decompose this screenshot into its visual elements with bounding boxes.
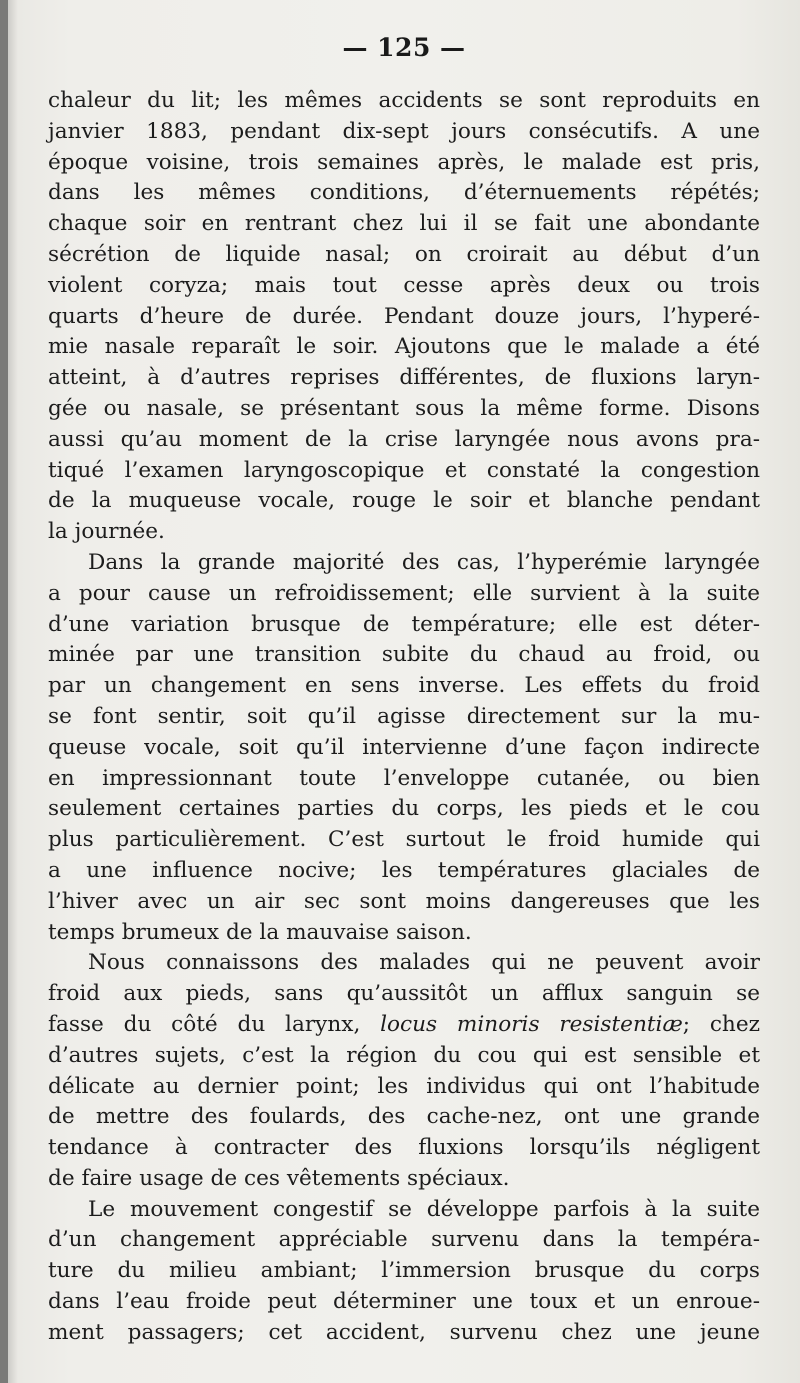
text-line: temps brumeux de la mauvaise saison. (48, 919, 472, 945)
text-fragment: ; chez (682, 1011, 760, 1037)
text-line: dans l’eau froide peut déterminer une toux et un enroue- (48, 1289, 760, 1315)
text-line: de la muqueuse vocale, rouge le soir et blanche pendant (48, 488, 760, 514)
page-edge-shadow (8, 0, 18, 1383)
text-line: violent coryza; mais tout cesse après deux ou trois (48, 272, 760, 298)
text-line: chaleur du lit; les mêmes accidents se sont reproduits en (48, 88, 760, 113)
text-line: a pour cause un refroidissement; elle survient à la suite (48, 580, 760, 606)
text-line: dans les mêmes conditions, d’éternuements répétés; (48, 180, 760, 206)
text-line: se font sentir, soit qu’il agisse directement sur la mu- (48, 703, 760, 729)
text-line: sécrétion de liquide nasal; on croirait au début d’un (48, 241, 760, 267)
text-line: froid aux pieds, sans qu’aussitôt un afflux sanguin se (48, 981, 760, 1007)
text-line: de mettre des foulards, des cache-nez, ont une grande (48, 1104, 760, 1130)
paragraph-start-line: Dans la grande majorité des cas, l’hyperémie laryngée (88, 549, 760, 575)
text-line: gée ou nasale, se présentant sous la même forme. Disons (48, 395, 760, 421)
body-text (48, 86, 760, 1349)
text-line: mie nasale reparaît le soir. Ajoutons que le malade a été (48, 334, 760, 360)
book-page (8, 0, 800, 1383)
text-line: la journée. (48, 519, 165, 545)
text-line: chaque soir en rentrant chez lui il se fait une abondante (48, 211, 760, 237)
text-line: a une influence nocive; les températures glaciales de (48, 857, 760, 883)
text-line: minée par une transition subite du chaud au froid, ou (48, 642, 760, 668)
text-line: ment passagers; cet accident, survenu chez une jeune (48, 1319, 760, 1345)
text-line: époque voisine, trois semaines après, le malade est pris, (48, 149, 760, 175)
text-line: en impressionnant toute l’enveloppe cutanée, ou bien (48, 765, 760, 791)
latin-italic-phrase: locus minoris resistentiæ (380, 1011, 683, 1037)
text-line: janvier 1883, pendant dix-sept jours consécutifs. A une (48, 118, 760, 144)
text-line: d’autres sujets, c’est la région du cou qui est sensible et (48, 1042, 760, 1068)
text-line: tiqué l’examen laryngoscopique et constaté la congestion (48, 457, 760, 483)
text-line-with-italic (48, 1010, 760, 1041)
paragraph-start-line: Le mouvement congestif se développe parfois à la suite (88, 1196, 760, 1222)
text-line: plus particulièrement. C’est surtout le froid humide qui (48, 827, 760, 853)
text-line: aussi qu’au moment de la crise laryngée nous avons pra- (48, 426, 760, 452)
text-line: atteint, à d’autres reprises différentes, de fluxions laryn- (48, 365, 760, 391)
text-line: l’hiver avec un air sec sont moins dangereuses que les (48, 888, 760, 914)
text-line: d’un changement appréciable survenu dans la tempéra- (48, 1227, 760, 1253)
text-line: de faire usage de ces vêtements spéciaux. (48, 1165, 510, 1191)
text-line: tendance à contracter des fluxions lorsqu’ils négligent (48, 1135, 760, 1161)
text-line: quarts d’heure de durée. Pendant douze jours, l’hyperé- (48, 303, 760, 329)
text-line: seulement certaines parties du corps, les pieds et le cou (48, 796, 760, 822)
text-line: ture du milieu ambiant; l’immersion brusque du corps (48, 1258, 760, 1284)
text-fragment: fasse du côté du larynx, (48, 1011, 361, 1037)
paragraph-start-line: Nous connaissons des malades qui ne peuvent avoir (88, 950, 760, 976)
text-line: d’une variation brusque de température; elle est déter- (48, 611, 760, 637)
text-line: par un changement en sens inverse. Les effets du froid (48, 673, 760, 699)
text-line: queuse vocale, soit qu’il intervienne d’une façon indirecte (48, 734, 760, 760)
text-line: délicate au dernier point; les individus qui ont l’habitude (48, 1073, 760, 1099)
page-number: — 125 — (342, 33, 466, 62)
